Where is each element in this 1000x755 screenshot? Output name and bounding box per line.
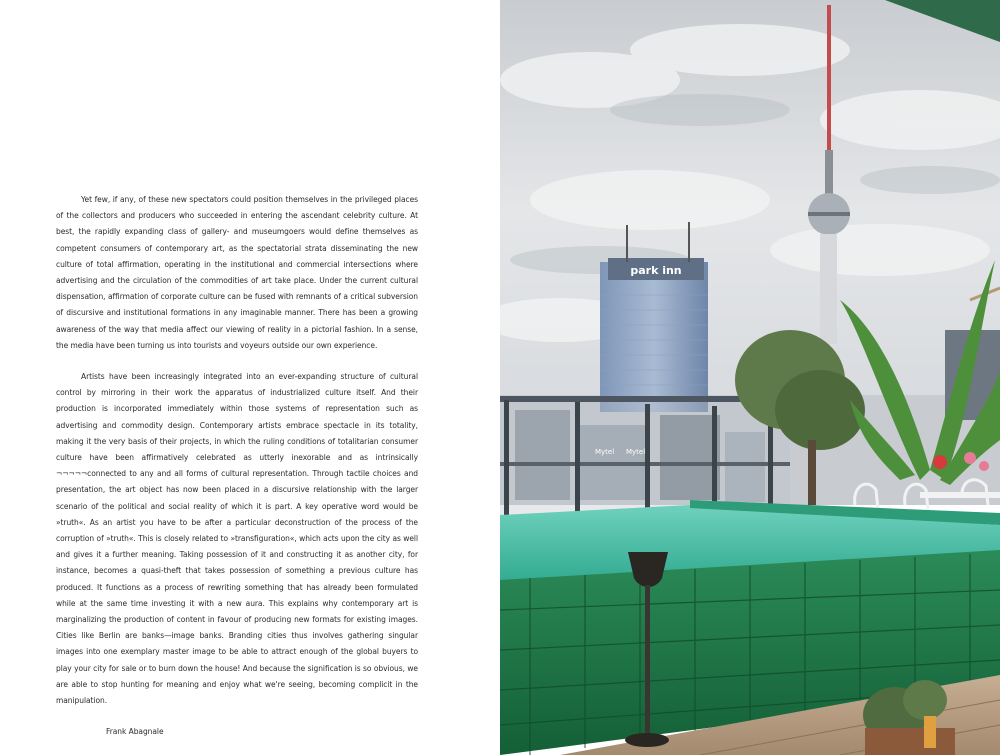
hotel-sign: park inn	[630, 264, 682, 277]
essay-text	[56, 192, 418, 741]
author-name: Frank Abagnale	[106, 727, 164, 737]
building-sign-2: Mytel	[626, 448, 646, 456]
building-sign-1: Mytel	[595, 448, 615, 456]
rooftop-pool-photo	[500, 0, 1000, 755]
glass-railing	[500, 396, 790, 520]
paragraph: Yet few, if any, of these new spectators could position themselves in the privileged places of the collectors and producers who succeeded in entering the ascendant celebrity culture. At best, the rapidly expanding class of gallery- and museumgoers would define themselves as competent consumers of contemporary art, as the spectatorial strata disseminating the new culture of total affirmation, operating in the institutional and commercial intersections where advertising and the circulation of the commodities of art take place. Under the current cultural dispensation, affirmation of corporate culture can be fused with remnants of a critical subversion of discursive and institutional formations in any imaginable manner. There has been a growing awareness of the way that media affect our viewing of reality in a pictorial fashion. In a sense, the media have been turning us into tourists and voyeurs outside our own experience.	[56, 195, 418, 350]
photo-page	[500, 0, 1000, 755]
paragraph: Artists have been increasingly integrated into an ever-expanding structure of cultural control by mirroring in their work the apparatus of industrialized culture itself. And their production is incorporated immediately within those systems of representation such as advertising and commodity design. Contemporary artists embrace spectacle in its totality, making it the very basis of their projects, in which the ruling conditions of totalitarian consumer culture have been affirmatively celebrated as utterly inexorable and as intrinsically ¬¬¬¬¬connected to any and all forms of cultural representation. Through tactile choices and presentation, the art object has now been placed in a discursive relationship with the larger scenario of the political and social reality of which it is part. A key operative word would be »truth«. As an artist you have to be after a particular deconstruction of the process of the corruption of »truth«. This is closely related to »transfiguration«, which acts upon the city as well and gives it a further meaning. Taking possession of it and constructing it as another city, for instance, becomes a quasi-theft that takes possession of something a previous culture has produced. It functions as a process of rewriting something that has already been formulated while at the same time investing it with a new aura. This explains why contemporary art is marginalizing the production of content in favour of producing new formats for existing images. Cities like Berlin are banks—image banks. Branding cities thus involves gathering singular images into one exemplary master image to be able to attract enough of the global buyers to play your city for sale or to burn down the house! And because the signification is so obvious, we are able to stop hunting for meaning and enjoy what we're seeing, becoming complicit in the manipulation.	[56, 372, 418, 706]
